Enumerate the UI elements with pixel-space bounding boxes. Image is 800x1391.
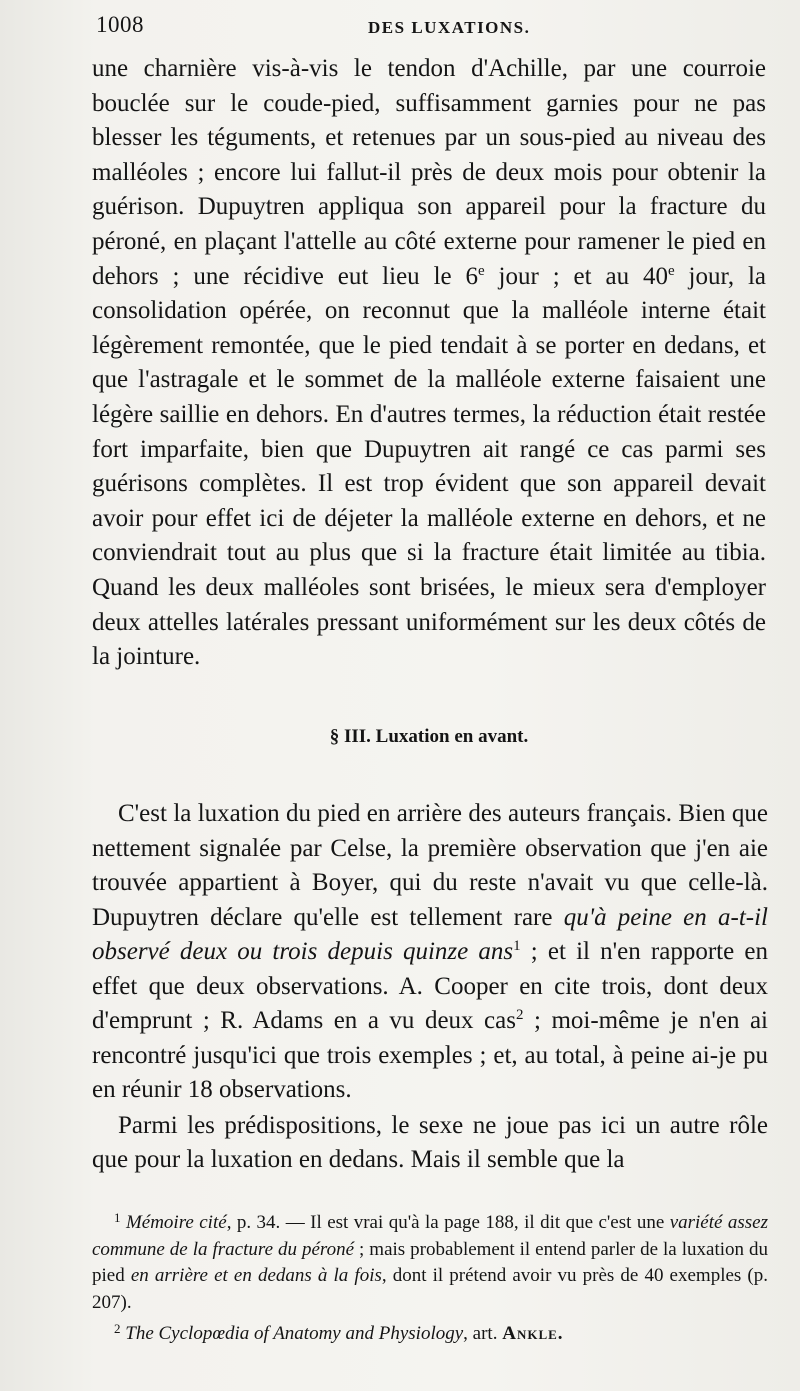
paragraph-text: Parmi les prédispositions, le sexe ne joue pas ici un autre rôle que pour la luxation en dedans. Mais il semble que la (92, 1111, 768, 1173)
paragraph-text: C'est la luxation du pied en arrière des auteurs français. Bien que nettement signalée par Celse, la première observation que j'en aie trouvée appartient à Boyer, qui du reste n'avait vu que celle-là. Dupuytren déclare qu'elle est tellement rare qu'à peine en a-t-il observé deux ou trois depuis quinze ans$^1$ ; et il n'en rapporte en effet que deux observations. A. Cooper en cite trois, dont deux d'emprunt ; R. Adams en a vu deux cas$^2$ ; moi-même je n'en ai rencontré jusqu'ici que trois exemples ; et, au total, à peine ai-je pu en réunir 18 observations. (92, 800, 768, 1103)
footnotes (92, 1205, 768, 1348)
section-body (92, 797, 768, 1178)
footnote-reference[interactable]: 1 (513, 938, 521, 954)
superscript: e (667, 262, 675, 279)
footnote-mark: 2 (114, 1321, 121, 1336)
footnote-mark: 1 (114, 1210, 121, 1225)
running-head: DES LUXATIONS. (368, 18, 531, 37)
section-heading: § III. Luxation en avant. (329, 726, 529, 747)
italic-quote: qu'à peine en a-t-il observé deux ou trois depuis quinze ans (92, 903, 768, 965)
footnote-1: $^1$ Mémoire cité, p. 34. — Il est vrai qu'à la page 188, il dit que c'est une variété assez commune de la fracture du péroné ; mais probablement il entend parler de la luxation du pied en arrière et en dedans à la fois, dont il prétend avoir vu près de 40 exemples (p. 207). (92, 1210, 768, 1313)
page-number: 1008 (96, 12, 144, 37)
footnote-2: $^2$ The Cyclopœdia of Anatomy and Physiology, art. Ankle. (114, 1321, 564, 1344)
footnote-reference[interactable]: 2 (515, 1007, 524, 1023)
page-header (96, 8, 776, 40)
paragraph-text: une charnière vis-à-vis le tendon d'Achille, par une courroie bouclée sur le coude-pied, suffisamment garnies pour ne pas blesser les téguments, et retenues par un sous-pied au niveau des malléoles ; encore lui fallut-il près de deux mois pour obtenir la guérison. Dupuytren appliqua son appareil pour la fracture du péroné, en plaçant l'attelle au côté externe pour ramener le pied en dehors ; une récidive eut lieu le 6e jour ; et au 40e jour, la consolidation opérée, on reconnut que la malléole interne était légèrement remontée, que le pied tendait à se porter en dedans, et que l'astragale et le sommet de la malléole externe faisaient une légère saillie en dehors. En d'autres termes, la réduction était restée fort imparfaite, bien que Dupuytren ait rangé ce cas parmi ses guérisons complètes. Il est trop évident que son appareil devait avoir pour effet ici de déjeter la malléole externe en dehors, et ne conviendrait tout au plus que si la fracture était limitée au tibia. Quand les deux malléoles sont brisées, le mieux sera d'employer deux attelles latérales pressant uniformément sur les deux côtés de la jointure. (92, 55, 766, 671)
superscript: e (478, 262, 485, 279)
continued-paragraph (92, 52, 766, 675)
